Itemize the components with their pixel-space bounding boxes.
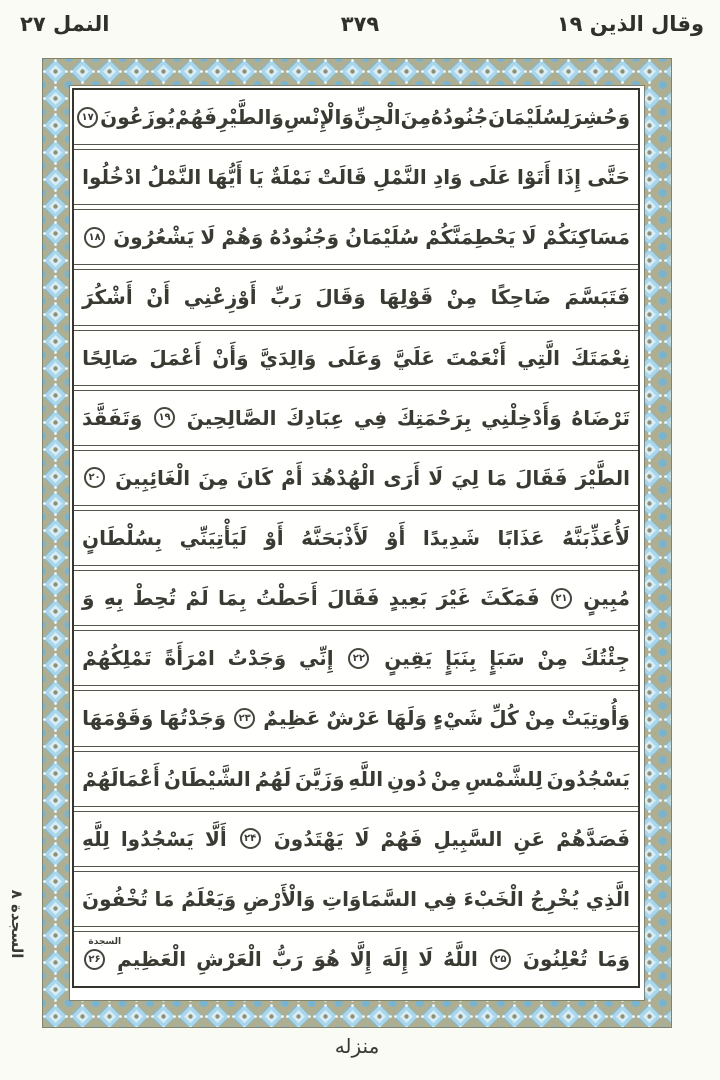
quran-word: أَمْ bbox=[281, 465, 303, 490]
quran-word: تُعْلِنُونَ bbox=[522, 947, 588, 972]
quran-word: مِنَ bbox=[400, 105, 431, 130]
verse-number: ۲۴ bbox=[240, 828, 261, 849]
quran-word: أَحَطْتُ bbox=[255, 586, 318, 611]
quran-word: رَبُّ bbox=[271, 947, 304, 972]
quran-word: عَلَيَّ bbox=[392, 345, 435, 370]
quran-word: مِنْ bbox=[430, 766, 462, 791]
quran-word: أَوْزِعْنِي bbox=[183, 285, 257, 310]
quran-word: بِهِ bbox=[103, 586, 124, 611]
quran-word: السَّبِيلِ bbox=[433, 826, 503, 851]
quran-word: نِعْمَتَكَ bbox=[571, 345, 630, 370]
quran-word: تُخْفُونَ bbox=[82, 886, 148, 911]
quran-word: أَتَوْا bbox=[517, 165, 551, 190]
quran-word: وَ bbox=[82, 586, 95, 611]
quran-word: إِذَا bbox=[556, 165, 581, 190]
quran-word: مَسَاكِنَكُمْ bbox=[542, 225, 630, 250]
quran-word: اللَّهُ bbox=[443, 947, 478, 972]
quran-line-5 bbox=[74, 331, 638, 385]
quran-word: فِي bbox=[353, 405, 388, 430]
quran-word: فَقَالَ bbox=[327, 586, 380, 611]
quran-word: أَيُّهَا bbox=[207, 165, 243, 190]
quran-word: بَعِيدٍ bbox=[388, 586, 428, 611]
quran-word: يَسْجُدُونَ bbox=[546, 766, 630, 791]
quran-line-3 bbox=[74, 210, 638, 264]
quran-word: وَزَيَّنَ bbox=[295, 766, 345, 791]
quran-word: سَبَإٍ bbox=[489, 646, 525, 671]
quran-word: النَّمْلِ bbox=[372, 165, 427, 190]
quran-word: سُلَيْمَانُ bbox=[345, 225, 420, 250]
quran-word: يَحْطِمَنَّكُمْ bbox=[425, 225, 516, 250]
quran-word: الطَّيْرَ bbox=[575, 465, 630, 490]
quran-word: يَهْتَدُونَ bbox=[273, 826, 344, 851]
quran-word: الْهُدْهُدَ bbox=[310, 465, 376, 490]
quran-word: النَّمْلُ bbox=[147, 165, 202, 190]
verse-number: ۲۲ bbox=[348, 648, 369, 669]
quran-word: الْعَظِيمِ bbox=[117, 947, 187, 972]
quran-word: فَهُمْ bbox=[380, 826, 423, 851]
quran-word: تَمْلِكُهُمْ bbox=[82, 646, 152, 671]
verse-number: ۲۶ bbox=[84, 949, 105, 970]
quran-word: مَا bbox=[487, 465, 507, 490]
quran-word: الَّتِي bbox=[517, 345, 560, 370]
quran-word: عَظِيمٌ bbox=[263, 706, 321, 731]
quran-word: هُوَ bbox=[313, 947, 340, 972]
quran-word: رَبِّ bbox=[270, 285, 302, 310]
quran-word: وَيَعْلَمُ bbox=[181, 886, 237, 911]
quran-word: وَجُنُودُهُ bbox=[269, 225, 340, 250]
quran-word: ادْخُلُوا bbox=[82, 165, 142, 190]
verse-end-marker bbox=[490, 949, 511, 970]
sajdah-margin-note: السجدة ۸ bbox=[8, 889, 26, 959]
quran-word: فَقَالَ bbox=[515, 465, 568, 490]
quran-word: مِنْ bbox=[446, 285, 478, 310]
verse-end-marker bbox=[84, 227, 105, 248]
verse-end-marker bbox=[240, 828, 261, 849]
quran-line-1 bbox=[74, 90, 638, 144]
quran-word: لَيَأْتِيَنِّي bbox=[179, 526, 247, 551]
quran-word: الْغَائِبِينَ bbox=[115, 465, 191, 490]
quran-word: الْجِنِّ bbox=[353, 105, 401, 130]
quran-word: فَصَدَّهُمْ bbox=[556, 826, 630, 851]
quran-word: أَوْ bbox=[264, 526, 284, 551]
quran-word: لِلشَّمْسِ bbox=[465, 766, 543, 791]
quran-word: إِنِّي bbox=[298, 646, 334, 671]
quran-word: السَّمَاوَاتِ bbox=[321, 886, 417, 911]
quran-word: أَوْ bbox=[386, 526, 406, 551]
quran-word: مُبِينٍ bbox=[583, 586, 630, 611]
quran-word: لَأُعَذِّبَنَّهُ bbox=[562, 526, 630, 551]
quran-word: وَالطَّيْرِ bbox=[216, 105, 284, 130]
quran-word: مِنَ bbox=[198, 465, 229, 490]
quran-line-14 bbox=[74, 872, 638, 926]
quran-word: لَهُمُ bbox=[254, 766, 292, 791]
quran-word: وَعَلَى bbox=[327, 345, 382, 370]
verse-number: ۲۵ bbox=[490, 949, 511, 970]
quran-word: قَالَتْ bbox=[317, 165, 367, 190]
quran-word: أَعْمَلَ bbox=[149, 345, 202, 370]
quran-line-4 bbox=[74, 270, 638, 324]
quran-word: كَانَ bbox=[236, 465, 273, 490]
quran-line-7 bbox=[74, 451, 638, 505]
quran-word: لَأَذْبَحَنَّهُ bbox=[301, 526, 369, 551]
quran-word: بِرَحْمَتِكَ bbox=[396, 405, 472, 430]
quran-word: لِيَ bbox=[451, 465, 479, 490]
quran-word: شَدِيدًا bbox=[422, 526, 480, 551]
verse-end-marker bbox=[84, 467, 105, 488]
quran-word: نَمْلَةٌ bbox=[269, 165, 312, 190]
quran-word: فَمَكَثَ bbox=[480, 586, 540, 611]
quran-word: وَمَا bbox=[597, 947, 630, 972]
quran-word: دُونِ bbox=[387, 766, 427, 791]
quran-word: أَنْ bbox=[146, 285, 171, 310]
quran-word: يَا bbox=[248, 165, 264, 190]
quran-word: ضَاحِكًا bbox=[490, 285, 551, 310]
quran-word: فَهُمْ bbox=[174, 105, 217, 130]
quran-word: أَعْمَالَهُمْ bbox=[82, 766, 160, 791]
decorative-frame bbox=[42, 58, 672, 1028]
quran-word: مِنْ bbox=[537, 646, 568, 671]
quran-word: عَرْشٌ bbox=[326, 706, 381, 731]
surah-title: النمل ۲۷ bbox=[20, 12, 110, 36]
quran-word: الشَّيْطَانُ bbox=[163, 766, 251, 791]
quran-line-8 bbox=[74, 511, 638, 565]
quran-word: بِمَا bbox=[218, 586, 247, 611]
quran-word: كُلِّ bbox=[489, 706, 519, 731]
quran-word: قَوْلِهَا bbox=[379, 285, 434, 310]
quran-word: شَيْءٍ bbox=[433, 706, 484, 731]
verse-end-marker bbox=[77, 107, 98, 128]
quran-word: بِسُلْطَانٍ bbox=[82, 526, 163, 551]
quran-word: وَأُوتِيَتْ bbox=[561, 706, 630, 731]
quran-word: مَا bbox=[154, 886, 175, 911]
quran-word: يَقِينٍ bbox=[384, 646, 433, 671]
quran-line-9 bbox=[74, 571, 638, 625]
quran-word: يُخْرِجُ bbox=[530, 886, 580, 911]
quran-word: جِئْتُكَ bbox=[580, 646, 630, 671]
page-number: ۳۷۹ bbox=[340, 12, 380, 36]
quran-word: تُحِطْ bbox=[132, 586, 177, 611]
quran-word: مِنْ bbox=[524, 706, 556, 731]
quran-word: لِسُلَيْمَانَ bbox=[488, 105, 571, 130]
quran-word: يُوزَعُونَ bbox=[100, 105, 175, 130]
quran-word: عَنِ bbox=[513, 826, 546, 851]
verse-end-marker bbox=[154, 407, 175, 428]
quran-line-6 bbox=[74, 391, 638, 445]
quran-word: وَالِدَيَّ bbox=[259, 345, 317, 370]
quran-word: إِلَهَ bbox=[381, 947, 409, 972]
quran-word: فَتَبَسَّمَ bbox=[564, 285, 630, 310]
quran-word: وَأَدْخِلْنِي bbox=[481, 405, 562, 430]
quran-line-13 bbox=[74, 812, 638, 866]
quran-word: لَا bbox=[521, 225, 537, 250]
quran-word: لَمْ bbox=[185, 586, 209, 611]
quran-word: وَادِ bbox=[432, 165, 463, 190]
quran-line-12 bbox=[74, 752, 638, 806]
quran-word: غَيْرَ bbox=[436, 586, 471, 611]
quran-word: وَأَنْ bbox=[212, 345, 249, 370]
quran-word: وَهُمْ bbox=[221, 225, 264, 250]
quran-word: يَشْعُرُونَ bbox=[113, 225, 195, 250]
verse-number: ۱۹ bbox=[154, 407, 175, 428]
quran-word: أَرَى bbox=[383, 465, 421, 490]
juz-title: وقال الذين ۱۹ bbox=[556, 12, 704, 36]
quran-line-11 bbox=[74, 691, 638, 745]
verse-end-marker bbox=[84, 936, 122, 970]
quran-word: لَا bbox=[428, 465, 444, 490]
quran-word: لِلَّهِ bbox=[82, 826, 110, 851]
quran-word: أَشْكُرَ bbox=[82, 285, 133, 310]
quran-word: فِي bbox=[423, 886, 457, 911]
verse-end-marker bbox=[551, 588, 572, 609]
quran-word: وَجَدْتُ bbox=[227, 646, 287, 671]
quran-word: أَلَّا bbox=[204, 826, 227, 851]
quran-word: الصَّالِحِينَ bbox=[186, 405, 277, 430]
quran-word: أَنْعَمْتَ bbox=[445, 345, 507, 370]
catchword: منزله bbox=[334, 1034, 380, 1058]
quran-word: الَّذِي bbox=[585, 886, 630, 911]
quran-word: إِلَّا bbox=[349, 947, 372, 972]
verse-number: ۲۳ bbox=[234, 708, 255, 729]
quran-word: وَقَوْمَهَا bbox=[82, 706, 154, 731]
quran-word: لَا bbox=[418, 947, 434, 972]
quran-word: وَالْأَرْضِ bbox=[242, 886, 316, 911]
quran-word: جُنُودُهُ bbox=[430, 105, 489, 130]
quran-word: اللَّهِ bbox=[348, 766, 384, 791]
verse-number: ۱۷ bbox=[77, 107, 98, 128]
quran-word: عَذَابًا bbox=[497, 526, 545, 551]
quran-word: الْخَبْءَ bbox=[463, 886, 524, 911]
verse-number: ۱۸ bbox=[84, 227, 105, 248]
quran-word: لَا bbox=[354, 826, 370, 851]
quran-line-2 bbox=[74, 150, 638, 204]
quran-word: عَلَى bbox=[468, 165, 511, 190]
verse-number: ۲۰ bbox=[84, 467, 105, 488]
verse-number: ۲۱ bbox=[551, 588, 572, 609]
quran-word: حَتَّى bbox=[587, 165, 630, 190]
quran-word: وَحُشِرَ bbox=[570, 105, 630, 130]
quran-word: وَلَهَا bbox=[386, 706, 427, 731]
quran-text-area bbox=[72, 88, 640, 988]
quran-word: امْرَأَةً bbox=[164, 646, 215, 671]
verse-end-marker bbox=[234, 708, 255, 729]
quran-word: عِبَادِكَ bbox=[286, 405, 345, 430]
quran-word: وَالْإِنْسِ bbox=[283, 105, 354, 130]
quran-word: تَرْضَاهُ bbox=[571, 405, 630, 430]
quran-word: وَقَالَ bbox=[315, 285, 366, 310]
quran-word: بِنَبَإٍ bbox=[445, 646, 477, 671]
quran-word: صَالِحًا bbox=[82, 345, 139, 370]
quran-word: الْعَرْشِ bbox=[196, 947, 262, 972]
sajdah-label: السجدة bbox=[88, 936, 122, 947]
quran-word: وَتَفَقَّدَ bbox=[82, 405, 143, 430]
quran-line-10 bbox=[74, 631, 638, 685]
quran-line-15 bbox=[74, 932, 638, 986]
verse-end-marker bbox=[348, 648, 369, 669]
quran-word: لَا bbox=[200, 225, 216, 250]
quran-word: يَسْجُدُوا bbox=[120, 826, 194, 851]
quran-word: وَجَدْتُهَا bbox=[159, 706, 227, 731]
